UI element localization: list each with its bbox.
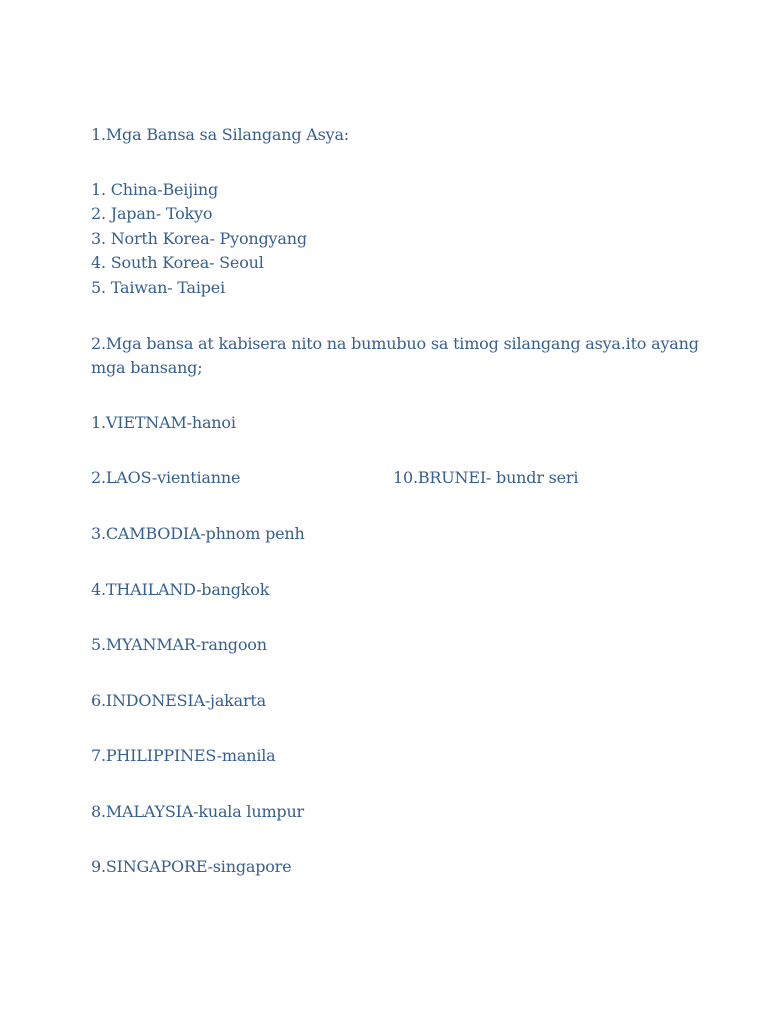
section-2-heading-line-1: 2.Mga bansa at kabisera nito na bumubuo sa timog silangang asya.ito ayang	[91, 334, 699, 353]
section-1-heading: 1.Mga Bansa sa Silangang Asya:	[91, 125, 349, 144]
section-2-heading-line-2: mga bansang;	[91, 358, 203, 377]
southeast-asia-item-10: 10.BRUNEI- bundr seri	[393, 468, 579, 487]
east-asia-item-2: 2. Japan- Tokyo	[91, 204, 213, 223]
southeast-asia-item-7: 7.PHILIPPINES-manila	[91, 746, 276, 765]
southeast-asia-item-4: 4.THAILAND-bangkok	[91, 580, 270, 599]
east-asia-item-3: 3. North Korea- Pyongyang	[91, 229, 307, 248]
southeast-asia-item-1: 1.VIETNAM-hanoi	[91, 413, 236, 432]
southeast-asia-item-8: 8.MALAYSIA-kuala lumpur	[91, 802, 305, 821]
east-asia-item-1: 1. China-Beijing	[91, 180, 219, 199]
east-asia-item-4: 4. South Korea- Seoul	[91, 253, 264, 272]
east-asia-item-5: 5. Taiwan- Taipei	[91, 278, 225, 297]
southeast-asia-item-9: 9.SINGAPORE-singapore	[91, 857, 292, 876]
southeast-asia-item-5: 5.MYANMAR-rangoon	[91, 635, 267, 654]
southeast-asia-item-2: 2.LAOS-vientianne	[91, 468, 241, 487]
southeast-asia-item-6: 6.INDONESIA-jakarta	[91, 691, 267, 710]
southeast-asia-item-3: 3.CAMBODIA-phnom penh	[91, 524, 305, 543]
